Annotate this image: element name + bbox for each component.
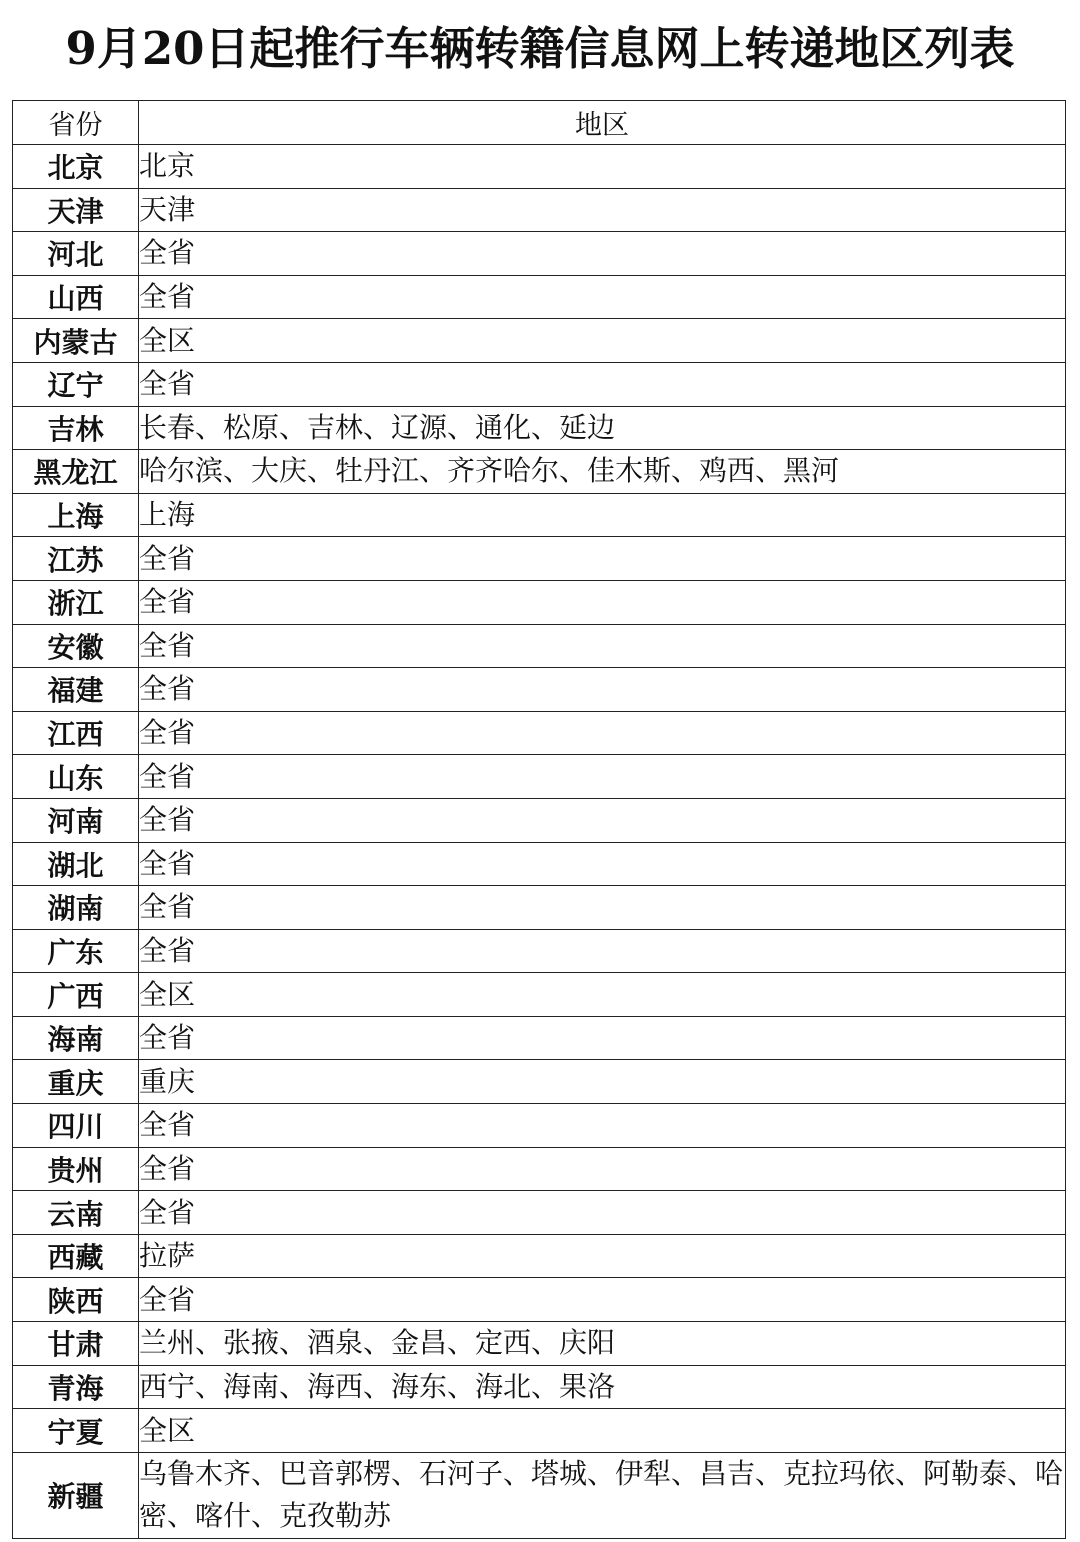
table-row: [13, 1060, 1066, 1104]
province-cell: 北京: [13, 145, 139, 189]
region-cell: 哈尔滨、大庆、牡丹江、齐齐哈尔、佳木斯、鸡西、黑河: [139, 450, 1066, 494]
table-row: [13, 886, 1066, 930]
province-cell: 内蒙古: [13, 319, 139, 363]
region-column-header: 地区: [139, 101, 1066, 145]
region-cell: 全省: [139, 1147, 1066, 1191]
province-cell: 甘肃: [13, 1322, 139, 1366]
region-cell: 全省: [139, 362, 1066, 406]
province-cell: 陕西: [13, 1278, 139, 1322]
region-cell: 全省: [139, 1191, 1066, 1235]
table-row: [13, 1016, 1066, 1060]
region-cell: 全区: [139, 973, 1066, 1017]
table-row: [13, 232, 1066, 276]
region-cell: 全省: [139, 1104, 1066, 1148]
region-cell: 天津: [139, 188, 1066, 232]
table-row: [13, 450, 1066, 494]
region-table: [12, 100, 1066, 1539]
region-cell: 长春、松原、吉林、辽源、通化、延边: [139, 406, 1066, 450]
province-cell: 黑龙江: [13, 450, 139, 494]
table-row: [13, 1147, 1066, 1191]
region-cell: 全省: [139, 842, 1066, 886]
table-row: [13, 973, 1066, 1017]
table-row: [13, 493, 1066, 537]
province-cell: 宁夏: [13, 1409, 139, 1453]
region-cell: 全省: [139, 668, 1066, 712]
province-cell: 湖南: [13, 886, 139, 930]
province-cell: 河北: [13, 232, 139, 276]
region-cell: 兰州、张掖、酒泉、金昌、定西、庆阳: [139, 1322, 1066, 1366]
table-row: [13, 1452, 1066, 1538]
table-row: [13, 842, 1066, 886]
province-cell: 湖北: [13, 842, 139, 886]
region-cell: 全省: [139, 232, 1066, 276]
province-cell: 吉林: [13, 406, 139, 450]
province-cell: 四川: [13, 1104, 139, 1148]
region-cell: 全省: [139, 537, 1066, 581]
region-cell: 全省: [139, 886, 1066, 930]
region-cell: 全省: [139, 929, 1066, 973]
region-cell: 西宁、海南、海西、海东、海北、果洛: [139, 1365, 1066, 1409]
region-cell: 北京: [139, 145, 1066, 189]
province-cell: 浙江: [13, 580, 139, 624]
province-cell: 江西: [13, 711, 139, 755]
province-cell: 山西: [13, 275, 139, 319]
region-cell: 重庆: [139, 1060, 1066, 1104]
table-row: [13, 1278, 1066, 1322]
table-row: [13, 798, 1066, 842]
table-row: [13, 1365, 1066, 1409]
region-cell: 全省: [139, 711, 1066, 755]
province-cell: 安徽: [13, 624, 139, 668]
region-cell: 全区: [139, 1409, 1066, 1453]
table-row: [13, 755, 1066, 799]
region-cell: 全省: [139, 624, 1066, 668]
table-row: [13, 668, 1066, 712]
region-cell: 全区: [139, 319, 1066, 363]
province-cell: 上海: [13, 493, 139, 537]
table-row: [13, 145, 1066, 189]
region-cell: 全省: [139, 580, 1066, 624]
province-cell: 青海: [13, 1365, 139, 1409]
table-row: [13, 1104, 1066, 1148]
region-cell: 乌鲁木齐、巴音郭楞、石河子、塔城、伊犁、昌吉、克拉玛依、阿勒泰、哈密、喀什、克孜勒苏: [139, 1452, 1066, 1538]
province-cell: 重庆: [13, 1060, 139, 1104]
province-cell: 云南: [13, 1191, 139, 1235]
province-cell: 福建: [13, 668, 139, 712]
table-row: [13, 1409, 1066, 1453]
table-row: [13, 1234, 1066, 1278]
table-row: [13, 362, 1066, 406]
province-column-header: 省份: [13, 101, 139, 145]
province-cell: 河南: [13, 798, 139, 842]
table-row: [13, 188, 1066, 232]
table-row: [13, 624, 1066, 668]
province-cell: 辽宁: [13, 362, 139, 406]
table-row: [13, 1191, 1066, 1235]
region-cell: 全省: [139, 275, 1066, 319]
table-row: [13, 537, 1066, 581]
region-cell: 全省: [139, 1016, 1066, 1060]
table-header-row: [13, 101, 1066, 145]
province-cell: 广东: [13, 929, 139, 973]
province-cell: 广西: [13, 973, 139, 1017]
table-row: [13, 319, 1066, 363]
region-cell: 上海: [139, 493, 1066, 537]
table-row: [13, 406, 1066, 450]
region-cell: 全省: [139, 798, 1066, 842]
region-cell: 拉萨: [139, 1234, 1066, 1278]
table-row: [13, 580, 1066, 624]
region-cell: 全省: [139, 755, 1066, 799]
province-cell: 西藏: [13, 1234, 139, 1278]
province-cell: 江苏: [13, 537, 139, 581]
province-cell: 山东: [13, 755, 139, 799]
region-cell: 全省: [139, 1278, 1066, 1322]
table-row: [13, 1322, 1066, 1366]
page-title: 9月20日起推行车辆转籍信息网上转递地区列表: [65, 22, 1015, 75]
province-cell: 新疆: [13, 1452, 139, 1538]
province-cell: 贵州: [13, 1147, 139, 1191]
province-cell: 海南: [13, 1016, 139, 1060]
table-row: [13, 711, 1066, 755]
table-row: [13, 929, 1066, 973]
table-row: [13, 275, 1066, 319]
province-cell: 天津: [13, 188, 139, 232]
